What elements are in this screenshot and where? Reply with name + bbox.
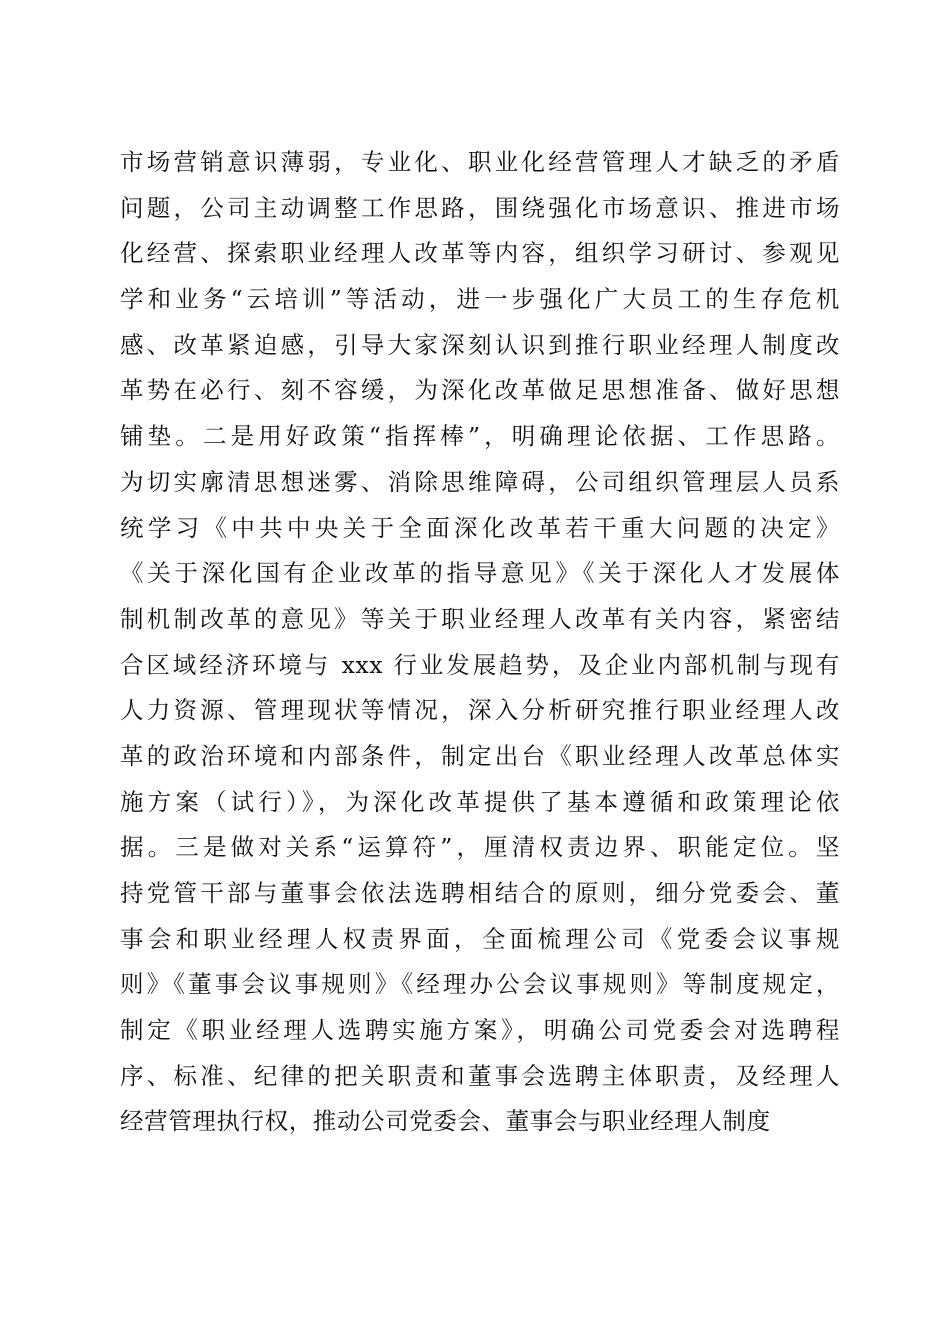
text-line: 施方案（试行）》，为深化改革提供了基本遵循和政策理论依 — [120, 787, 840, 816]
text-line: 则》《董事会议事规则》《经理办公会议事规则》等制度规定， — [120, 970, 840, 999]
text-line: 为切实廓清思想迷雾、消除思维障碍，公司组织管理层人员系 — [120, 467, 840, 496]
text-line: 革的政治环境和内部条件，制定出台《职业经理人改革总体实 — [120, 741, 840, 770]
text-line: 铺垫。二是用好政策“指挥棒”，明确理论依据、工作思路。 — [120, 422, 840, 451]
text-line: 事会和职业经理人权责界面，全面梳理公司《党委会议事规 — [120, 924, 840, 953]
text-line: 问题，公司主动调整工作思路，围绕强化市场意识、推进市场 — [120, 193, 840, 222]
text-line: 学和业务“云培训”等活动，进一步强化广大员工的生存危机 — [120, 285, 840, 314]
text-line: 经营管理执行权，推动公司党委会、董事会与职业经理人制度 — [120, 1107, 771, 1136]
text-line: 感、改革紧迫感，引导大家深刻认识到推行职业经理人制度改 — [120, 330, 840, 359]
text-line: 《关于深化国有企业改革的指导意见》《关于深化人才发展体 — [120, 559, 840, 588]
text-line: 序、标准、纪律的把关职责和董事会选聘主体职责，及经理人 — [120, 1061, 840, 1090]
body-text — [120, 140, 840, 1145]
text-line: 持党管干部与董事会依法选聘相结合的原则，细分党委会、董 — [120, 879, 840, 907]
text-line: 制定《职业经理人选聘实施方案》，明确公司党委会对选聘程 — [120, 1016, 840, 1045]
text-line: 合区域经济环境与 xxx 行业发展趋势，及企业内部机制与现有 — [120, 650, 840, 679]
text-line: 统学习《中共中央关于全面深化改革若干重大问题的决定》 — [120, 513, 840, 542]
text-line: 人力资源、管理现状等情况，深入分析研究推行职业经理人改 — [120, 696, 840, 725]
text-line: 据。三是做对关系“运算符”，厘清权责边界、职能定位。坚 — [120, 833, 840, 862]
text-line: 制机制改革的意见》等关于职业经理人改革有关内容，紧密结 — [120, 604, 840, 633]
text-line: 革势在必行、刻不容缓，为深化改革做足思想准备、做好思想 — [120, 376, 840, 405]
text-line: 市场营销意识薄弱，专业化、职业化经营管理人才缺乏的矛盾 — [120, 148, 840, 176]
text-line: 化经营、探索职业经理人改革等内容，组织学习研讨、参观见 — [120, 239, 840, 268]
